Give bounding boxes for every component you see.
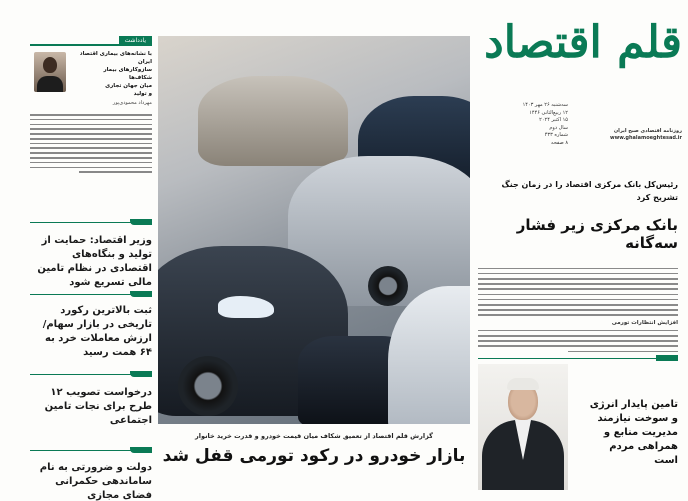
main-story-headline[interactable]: بانک مرکزی زیر فشار سه‌گانه <box>516 216 678 252</box>
divider <box>30 222 152 228</box>
main-story-subhead: افزایش انتظارات تورمی <box>611 319 678 326</box>
main-story-body <box>478 264 678 356</box>
masthead-subtitle: روزنامه اقتصادی صبح ایران www.ghalamoeghtesad.ir <box>609 128 682 141</box>
left-column <box>30 36 152 501</box>
parking-lot-cars-photo[interactable] <box>158 36 470 424</box>
divider <box>30 374 152 380</box>
opinion-body <box>30 114 152 173</box>
main-story-kicker: رئیس‌کل بانک مرکزی اقتصاد را در زمان جنگ تشریح کرد <box>501 180 678 202</box>
headline-economy-minister[interactable]: وزیر اقتصاد: حمایت از تولید و بنگاه‌های اقتصادی در نظام تامین مالی تسریع شود <box>37 235 152 288</box>
energy-story-headline[interactable]: تامین پایدار انرژی و سوخت نیازمند مدیریت منابع و همراهی مردم است <box>589 399 678 466</box>
section-tag: یادداشت <box>119 36 152 46</box>
newspaper-logo[interactable]: قلم اقتصاد <box>484 17 682 68</box>
divider <box>30 294 152 300</box>
section-header <box>30 36 152 46</box>
headline-stock-market[interactable]: ثبت بالاترین رکورد تاریخی در بازار سهام/ ارزش معاملات خرد به ۶۴ همت رسید <box>42 305 152 358</box>
headline-social-security[interactable]: درخواست تصویب ۱۲ طرح برای نجات تامین اجتماعی <box>44 387 152 426</box>
headline-cyberspace[interactable]: دولت و ضرورتی به نام ساماندهی حکمرانی فضای مجازی <box>39 462 152 501</box>
opinion-box[interactable] <box>30 50 152 110</box>
divider <box>478 358 678 359</box>
masthead[interactable] <box>474 8 682 96</box>
car-market-headline[interactable]: بازار خودرو در رکود تورمی قفل شد <box>162 446 466 466</box>
author-photo <box>34 52 66 92</box>
author-name: مهرداد محمودی‌پور <box>112 100 152 106</box>
car-market-kicker: گزارش قلم اقتصاد از تعمیق شکاف میان قیمت خودرو و قدرت خرید خانوار <box>195 432 433 440</box>
divider <box>30 450 152 456</box>
official-portrait[interactable] <box>478 364 568 490</box>
issue-info: سه‌شنبه ۲۶ مهر ۱۴۰۳ ۱۲ ربیع‌الثانی ۱۴۴۶ ۱۵ اکتبر ۲۰۲۴ سال دوم شماره ۴۳۳ ۸ صفحه <box>522 102 568 146</box>
opinion-headline: با نشانه‌های بیماری اقتصاد ایران سازوکارهای بیمار شکاف‌ها میان جهان تجاری و تولید <box>79 51 152 97</box>
